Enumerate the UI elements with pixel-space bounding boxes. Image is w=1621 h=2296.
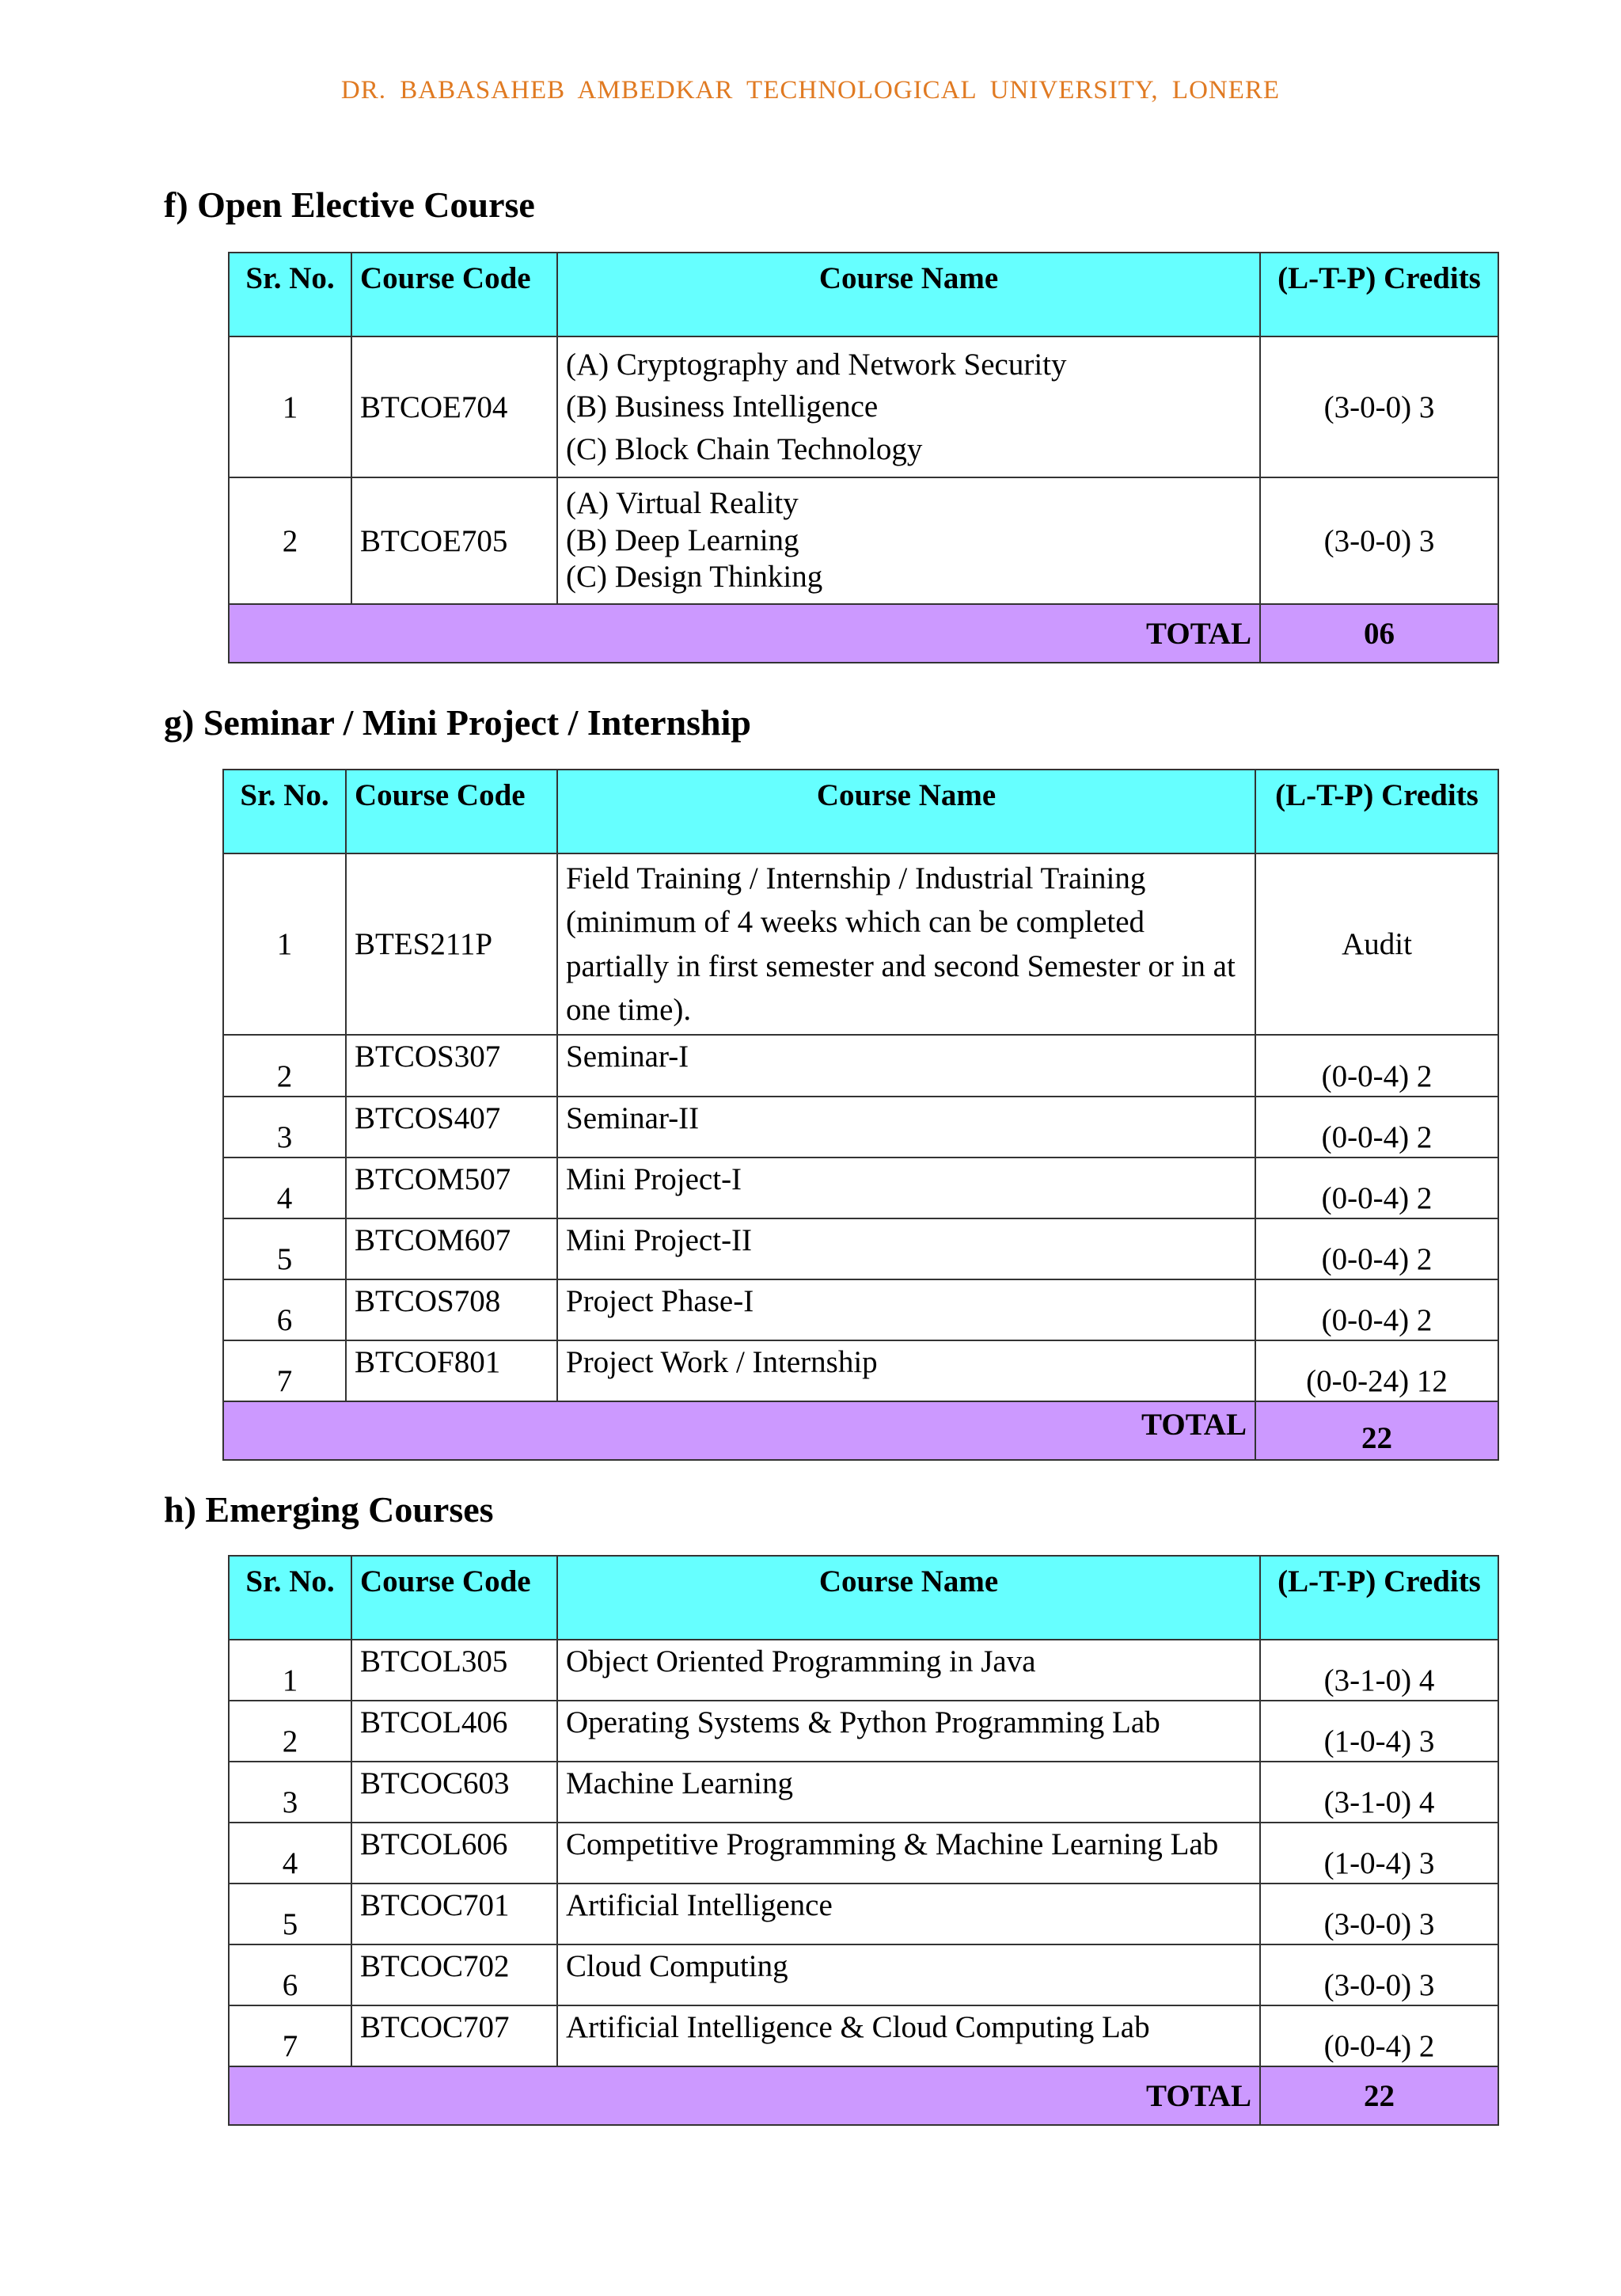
row-sr-no: 6 (223, 1279, 346, 1340)
open-elective-table (228, 252, 1499, 663)
column-header-course-name: Course Name (557, 1556, 1260, 1640)
row-sr-no: 2 (229, 477, 351, 604)
row-sr-no: 5 (229, 1884, 351, 1944)
row-credits: (0-0-4) 2 (1255, 1218, 1498, 1279)
row-course-code: BTCOS307 (346, 1035, 557, 1097)
row-sr-no: 1 (229, 336, 351, 477)
row-course-code: BTCOS708 (346, 1279, 557, 1340)
section-title-seminar-project: g) Seminar / Mini Project / Internship (164, 702, 751, 743)
row-credits: (1-0-4) 3 (1260, 1701, 1498, 1762)
total-label: TOTAL (229, 2066, 1260, 2125)
row-credits: (3-1-0) 4 (1260, 1762, 1498, 1823)
table-row (223, 1279, 1498, 1340)
row-sr-no: 1 (223, 853, 346, 1035)
table-row (229, 1762, 1498, 1823)
row-sr-no: 4 (229, 1823, 351, 1884)
row-course-name: Mini Project-I (557, 1158, 1255, 1218)
row-credits: (1-0-4) 3 (1260, 1823, 1498, 1884)
column-header-sr-no: Sr. No. (229, 253, 351, 336)
row-credits: (3-0-0) 3 (1260, 477, 1498, 604)
row-course-code: BTCOC702 (351, 1944, 557, 2005)
row-course-name: Machine Learning (557, 1762, 1260, 1823)
row-credits: (0-0-4) 2 (1255, 1097, 1498, 1158)
row-course-code: BTCOL305 (351, 1640, 557, 1701)
total-label: TOTAL (229, 604, 1260, 663)
total-value: 22 (1255, 1401, 1498, 1460)
course-option: (B) Business Intelligence (566, 390, 879, 424)
page-header: DR. BABASAHEB AMBEDKAR TECHNOLOGICAL UNIVERSITY, LONERE (340, 76, 1281, 105)
row-course-code: BTCOC603 (351, 1762, 557, 1823)
column-header-sr-no: Sr. No. (229, 1556, 351, 1640)
table-row (229, 336, 1498, 477)
row-course-code: BTCOC707 (351, 2005, 557, 2066)
row-credits: (0-0-24) 12 (1255, 1340, 1498, 1401)
section-title-open-elective: f) Open Elective Course (164, 184, 535, 225)
row-course-code: BTCOL406 (351, 1701, 557, 1762)
table-row (229, 2005, 1498, 2066)
row-credits: (0-0-4) 2 (1260, 2005, 1498, 2066)
row-course-name: Artificial Intelligence & Cloud Computing Lab (557, 2005, 1260, 2066)
row-course-name: Field Training / Internship / Industrial Training (minimum of 4 weeks which can be completed partially in first semester and second Semester or in at one time). (557, 853, 1255, 1035)
row-credits: (0-0-4) 2 (1255, 1279, 1498, 1340)
row-course-name: Competitive Programming & Machine Learning Lab (557, 1823, 1260, 1884)
table-row (223, 1035, 1498, 1097)
table-row (229, 1640, 1498, 1701)
row-course-name: Project Work / Internship (557, 1340, 1255, 1401)
column-header-course-code: Course Code (351, 1556, 557, 1640)
table-row (223, 1340, 1498, 1401)
column-header-course-code: Course Code (346, 770, 557, 853)
table-row (223, 1158, 1498, 1218)
column-header-course-name: Course Name (557, 253, 1260, 336)
row-course-options (557, 336, 1260, 477)
total-label: TOTAL (223, 1401, 1255, 1460)
row-course-code: BTCOE704 (351, 336, 557, 477)
column-header-credits: (L-T-P) Credits (1260, 1556, 1498, 1640)
table-row (229, 1823, 1498, 1884)
row-course-code: BTES211P (346, 853, 557, 1035)
total-row (229, 604, 1498, 663)
row-credits: (3-0-0) 3 (1260, 1884, 1498, 1944)
row-sr-no: 5 (223, 1218, 346, 1279)
row-course-name: Seminar-II (557, 1097, 1255, 1158)
row-credits: (3-0-0) 3 (1260, 1944, 1498, 2005)
seminar-project-table (222, 769, 1499, 1461)
course-option: (A) Virtual Reality (566, 485, 799, 520)
table-row (223, 1218, 1498, 1279)
row-course-options (557, 477, 1260, 604)
table-row (229, 1884, 1498, 1944)
table-row (223, 1097, 1498, 1158)
row-course-code: BTCOS407 (346, 1097, 557, 1158)
row-credits: (3-1-0) 4 (1260, 1640, 1498, 1701)
total-value: 06 (1260, 604, 1498, 663)
total-row (229, 2066, 1498, 2125)
table-row (229, 1701, 1498, 1762)
course-option: (C) Block Chain Technology (566, 431, 923, 466)
row-sr-no: 2 (223, 1035, 346, 1097)
table-header-row (229, 253, 1498, 336)
row-sr-no: 3 (223, 1097, 346, 1158)
course-option: (C) Design Thinking (566, 560, 823, 595)
emerging-courses-table (228, 1555, 1499, 2126)
row-credits: (0-0-4) 2 (1255, 1035, 1498, 1097)
row-sr-no: 7 (223, 1340, 346, 1401)
row-course-code: BTCOL606 (351, 1823, 557, 1884)
row-sr-no: 6 (229, 1944, 351, 2005)
column-header-course-name: Course Name (557, 770, 1255, 853)
total-value: 22 (1260, 2066, 1498, 2125)
row-course-name: Mini Project-II (557, 1218, 1255, 1279)
column-header-sr-no: Sr. No. (223, 770, 346, 853)
row-sr-no: 3 (229, 1762, 351, 1823)
table-row (229, 477, 1498, 604)
table-row (229, 1944, 1498, 2005)
row-sr-no: 1 (229, 1640, 351, 1701)
table-header-row (229, 1556, 1498, 1640)
column-header-credits: (L-T-P) Credits (1260, 253, 1498, 336)
section-title-emerging-courses: h) Emerging Courses (164, 1489, 494, 1530)
row-course-code: BTCOM507 (346, 1158, 557, 1218)
row-course-code: BTCOF801 (346, 1340, 557, 1401)
row-course-name: Cloud Computing (557, 1944, 1260, 2005)
row-course-code: BTCOM607 (346, 1218, 557, 1279)
row-credits: (3-0-0) 3 (1260, 336, 1498, 477)
course-option: (A) Cryptography and Network Security (566, 348, 1067, 382)
row-sr-no: 2 (229, 1701, 351, 1762)
total-row (223, 1401, 1498, 1460)
row-course-name: Project Phase-I (557, 1279, 1255, 1340)
row-sr-no: 7 (229, 2005, 351, 2066)
column-header-course-code: Course Code (351, 253, 557, 336)
row-credits: (0-0-4) 2 (1255, 1158, 1498, 1218)
table-header-row (223, 770, 1498, 853)
table-row (223, 853, 1498, 1035)
row-course-name: Seminar-I (557, 1035, 1255, 1097)
row-sr-no: 4 (223, 1158, 346, 1218)
row-course-name: Operating Systems & Python Programming Lab (557, 1701, 1260, 1762)
row-course-name: Artificial Intelligence (557, 1884, 1260, 1944)
course-option: (B) Deep Learning (566, 523, 799, 557)
row-course-code: BTCOC701 (351, 1884, 557, 1944)
row-course-code: BTCOE705 (351, 477, 557, 604)
row-course-name: Object Oriented Programming in Java (557, 1640, 1260, 1701)
row-credits: Audit (1255, 853, 1498, 1035)
column-header-credits: (L-T-P) Credits (1255, 770, 1498, 853)
